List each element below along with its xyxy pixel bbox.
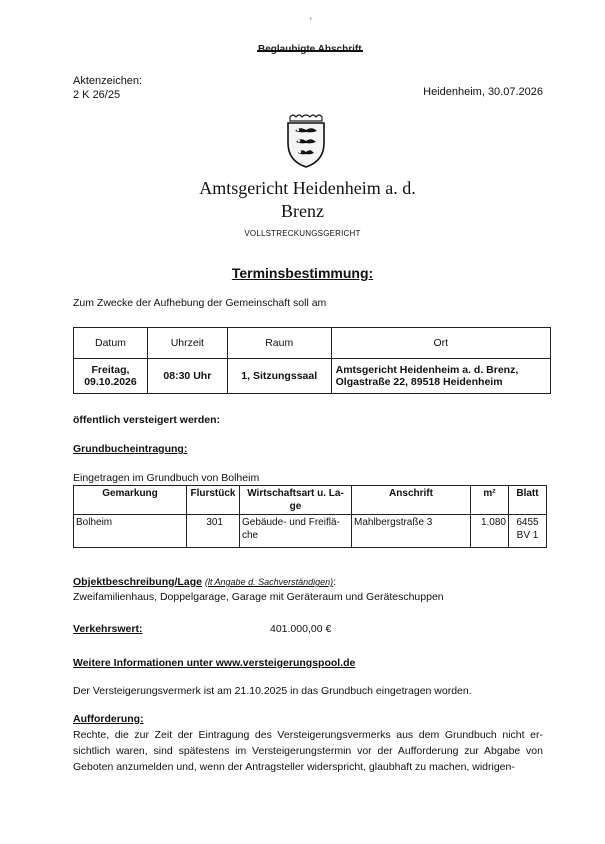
header-location: Ort [331,328,550,359]
object-description-colon: : [333,576,337,588]
auction-statement: öffentlich versteigert werden: [73,414,221,426]
court-department: VOLLSTRECKUNGSGERICHT [244,229,361,238]
auction-note-text: Der Versteigerungsvermerk ist am 21.10.2025 in das Grundbuch eingetragen worden. [73,685,472,697]
coat-of-arms-icon [284,113,328,169]
col-wirtschaftsart [240,486,352,515]
cell-blatt [509,515,547,548]
appointment-row [74,359,551,394]
col-anschrift: Anschrift [352,486,471,515]
document-title: Terminsbestimmung: [231,265,374,281]
col-wirtschaftsart-line2: ge [289,501,302,512]
appointment-date-value: 09.10.2026 [84,376,137,388]
court-name-line2: Brenz [281,201,324,221]
col-flurstueck: Flurstück [187,486,240,515]
cell-wirtschaftsart-line2: che [242,530,259,541]
file-number-label: Aktenzeichen: [73,75,143,87]
cell-blatt-line1: 6455 [516,517,539,528]
object-description-title: Objektbeschreibung/Lage [73,576,202,588]
cell-m2: 1.080 [471,515,509,548]
appointment-weekday: Freitag, [91,364,130,376]
location-line1: Amtsgericht Heidenheim a. d. Brenz, [335,364,519,376]
place-date: Heidenheim, 30.07.2026 [423,86,543,98]
strike-through-line [257,50,363,52]
file-number-value: 2 K 26/25 [73,89,121,101]
scan-mark: ' [310,16,316,26]
appointment-time: 08:30 Uhr [147,359,227,394]
object-description-note: (lt Angabe d. Sachverständigen) [204,577,334,587]
cell-wirtschaftsart-line1: Gebäude- und Freiflä- [242,517,340,528]
request-text: Rechte, die zur Zeit der Eintragung des Versteigerungsvermerks aus dem Grundbuch nicht er-sichtlich waren, sind spätestens im Versteigerungstermin vor der Aufforderung zur Abgabe von Geboten anzumelden und, wenn der Antragsteller widerspricht, glaubhaft zu machen, widrigen- [73,729,543,773]
col-blatt: Blatt [509,486,547,515]
header-date: Datum [74,328,148,359]
land-register-intro: Eingetragen im Grundbuch von Bolheim [73,472,260,484]
header-time: Uhrzeit [147,328,227,359]
certified-copy-note [258,44,362,55]
more-info-link[interactable]: Weitere Informationen unter www.versteigerungspool.de [73,657,356,669]
court-name-line1: Amtsgericht Heidenheim a. d. [199,178,416,198]
col-m2: m² [471,486,509,515]
cell-anschrift: Mahlbergstraße 3 [352,515,471,548]
object-description-text: Zweifamilienhaus, Doppelgarage, Garage mit Geräteraum und Geräteschuppen [73,591,444,603]
cell-wirtschaftsart [240,515,352,548]
land-register-heading: Grundbucheintragung: [73,443,188,455]
col-gemarkung: Gemarkung [74,486,187,515]
intro-text: Zum Zwecke der Aufhebung der Gemeinschaft soll am [73,297,327,309]
object-description-heading [73,576,336,588]
request-heading: Aufforderung: [73,713,144,725]
appointment-table [73,327,551,394]
cell-blatt-line2: BV 1 [516,530,539,541]
appointment-header-row [74,328,551,359]
appointment-date [74,359,148,394]
table-row [74,515,547,548]
cell-gemarkung: Bolheim [74,515,187,548]
cell-flurstueck: 301 [187,515,240,548]
header-room: Raum [227,328,331,359]
market-value: 401.000,00 € [270,623,332,635]
market-value-label: Verkehrswert: [73,623,143,635]
appointment-location [331,359,550,394]
col-wirtschaftsart-line1: Wirtschaftsart u. La- [247,488,344,499]
land-register-table [73,485,547,548]
appointment-room: 1, Sitzungssaal [227,359,331,394]
location-line2: Olgastraße 22, 89518 Heidenheim [335,376,503,388]
land-register-header-row [74,486,547,515]
